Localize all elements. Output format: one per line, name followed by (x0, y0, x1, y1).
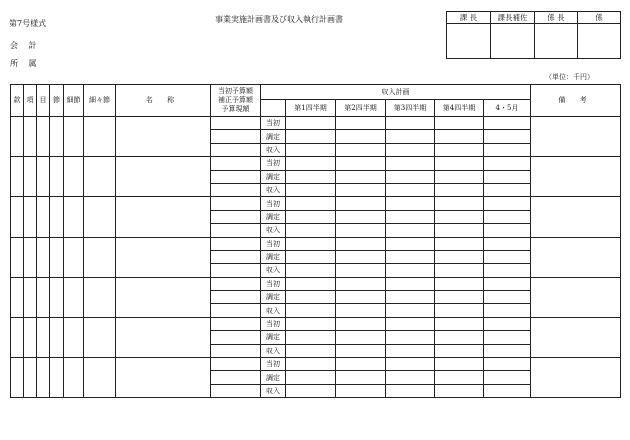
q1-cell[interactable] (286, 250, 336, 263)
q2-cell[interactable] (336, 117, 386, 130)
header-saisetsu: 細節 (64, 85, 84, 117)
q2-cell[interactable] (336, 170, 386, 183)
budget-amount-cell[interactable] (211, 157, 261, 170)
saisaisetsu-cell[interactable] (84, 317, 116, 357)
apr-may-cell[interactable] (484, 250, 531, 263)
kan-cell[interactable] (11, 197, 24, 237)
q2-cell[interactable] (336, 130, 386, 143)
budget-amount-cell[interactable] (211, 264, 261, 277)
q1-cell[interactable] (286, 143, 336, 156)
q1-cell[interactable] (286, 291, 336, 304)
kou-cell[interactable] (24, 237, 37, 277)
q4-cell[interactable] (435, 157, 484, 170)
q2-cell[interactable] (336, 317, 386, 330)
apr-may-cell[interactable] (484, 197, 531, 210)
row-type-label: 当初 (261, 317, 286, 330)
table-row (11, 237, 621, 250)
saisaisetsu-cell[interactable] (84, 277, 116, 317)
budget-amount-cell[interactable] (211, 143, 261, 156)
budget-amount-cell[interactable] (211, 224, 261, 237)
q2-cell[interactable] (336, 237, 386, 250)
budget-amount-cell[interactable] (211, 344, 261, 357)
row-type-label: 調定 (261, 170, 286, 183)
q3-cell[interactable] (386, 344, 435, 357)
q1-cell[interactable] (286, 157, 336, 170)
approval-stamp-cell[interactable] (535, 24, 578, 59)
q1-cell[interactable] (286, 277, 336, 290)
q2-cell[interactable] (336, 344, 386, 357)
table-row (11, 117, 621, 130)
remarks-cell[interactable] (531, 358, 621, 398)
q1-cell[interactable] (286, 371, 336, 384)
header-budget-initial: 当初予算額 (218, 87, 253, 95)
row-type-label: 当初 (261, 197, 286, 210)
q1-cell[interactable] (286, 210, 336, 223)
header-q1: 第1四半期 (286, 100, 336, 117)
q3-cell[interactable] (386, 384, 435, 397)
row-type-label: 当初 (261, 157, 286, 170)
saisaisetsu-cell[interactable] (84, 117, 116, 157)
q4-cell[interactable] (435, 371, 484, 384)
remarks-cell[interactable] (531, 317, 621, 357)
name-cell[interactable] (116, 277, 211, 317)
q3-cell[interactable] (386, 197, 435, 210)
q3-cell[interactable] (386, 304, 435, 317)
q2-cell[interactable] (336, 224, 386, 237)
q4-cell[interactable] (435, 344, 484, 357)
budget-amount-cell[interactable] (211, 331, 261, 344)
q3-cell[interactable] (386, 331, 435, 344)
apr-may-cell[interactable] (484, 117, 531, 130)
moku-cell[interactable] (37, 117, 50, 157)
budget-amount-cell[interactable] (211, 358, 261, 371)
budget-amount-cell[interactable] (211, 304, 261, 317)
q4-cell[interactable] (435, 264, 484, 277)
header-apr-may: 4・5月 (484, 100, 531, 117)
budget-amount-cell[interactable] (211, 237, 261, 250)
q3-cell[interactable] (386, 157, 435, 170)
q1-cell[interactable] (286, 237, 336, 250)
apr-may-cell[interactable] (484, 224, 531, 237)
remarks-cell[interactable] (531, 117, 621, 157)
apr-may-cell[interactable] (484, 331, 531, 344)
remarks-cell[interactable] (531, 197, 621, 237)
q2-cell[interactable] (336, 304, 386, 317)
q1-cell[interactable] (286, 130, 336, 143)
table-row (11, 317, 621, 330)
q1-cell[interactable] (286, 331, 336, 344)
kan-cell[interactable] (11, 237, 24, 277)
saisaisetsu-cell[interactable] (84, 237, 116, 277)
apr-may-cell[interactable] (484, 317, 531, 330)
q2-cell[interactable] (336, 264, 386, 277)
budget-amount-cell[interactable] (211, 371, 261, 384)
kou-cell[interactable] (24, 277, 37, 317)
row-type-label: 調定 (261, 210, 286, 223)
apr-may-cell[interactable] (484, 210, 531, 223)
q3-cell[interactable] (386, 117, 435, 130)
q1-cell[interactable] (286, 304, 336, 317)
header-name: 名 称 (116, 85, 211, 117)
approval-header-kacho: 課 長 (447, 12, 491, 24)
row-type-label: 収入 (261, 384, 286, 397)
approval-stamp-table (446, 11, 621, 59)
table-row (11, 358, 621, 371)
setsu-cell[interactable] (50, 277, 64, 317)
apr-may-cell[interactable] (484, 344, 531, 357)
q1-cell[interactable] (286, 197, 336, 210)
q3-cell[interactable] (386, 291, 435, 304)
header-blank (261, 100, 286, 117)
budget-amount-cell[interactable] (211, 277, 261, 290)
q2-cell[interactable] (336, 358, 386, 371)
q1-cell[interactable] (286, 224, 336, 237)
q4-cell[interactable] (435, 210, 484, 223)
plan-table-body (11, 117, 621, 398)
q3-cell[interactable] (386, 317, 435, 330)
kou-cell[interactable] (24, 157, 37, 197)
q1-cell[interactable] (286, 117, 336, 130)
table-row (11, 277, 621, 290)
budget-amount-cell[interactable] (211, 130, 261, 143)
q1-cell[interactable] (286, 170, 336, 183)
kan-cell[interactable] (11, 358, 24, 398)
header-kan: 款 (11, 85, 24, 117)
budget-amount-cell[interactable] (211, 197, 261, 210)
budget-amount-cell[interactable] (211, 170, 261, 183)
name-cell[interactable] (116, 237, 211, 277)
budget-amount-cell[interactable] (211, 183, 261, 196)
shozoku-label: 所 属 (10, 59, 41, 68)
q4-cell[interactable] (435, 277, 484, 290)
q4-cell[interactable] (435, 250, 484, 263)
row-type-label: 収入 (261, 143, 286, 156)
q4-cell[interactable] (435, 197, 484, 210)
approval-header-kakari: 係 (578, 12, 621, 24)
row-type-label: 調定 (261, 250, 286, 263)
header-budget-revised: 補正予算額 (218, 96, 253, 104)
apr-may-cell[interactable] (484, 170, 531, 183)
budget-amount-cell[interactable] (211, 384, 261, 397)
setsu-cell[interactable] (50, 237, 64, 277)
q4-cell[interactable] (435, 183, 484, 196)
q4-cell[interactable] (435, 130, 484, 143)
moku-cell[interactable] (37, 317, 50, 357)
q4-cell[interactable] (435, 117, 484, 130)
q3-cell[interactable] (386, 170, 435, 183)
setsu-cell[interactable] (50, 197, 64, 237)
saisaisetsu-cell[interactable] (84, 157, 116, 197)
q3-cell[interactable] (386, 130, 435, 143)
kou-cell[interactable] (24, 358, 37, 398)
name-cell[interactable] (116, 157, 211, 197)
kou-cell[interactable] (24, 317, 37, 357)
q1-cell[interactable] (286, 264, 336, 277)
budget-amount-cell[interactable] (211, 317, 261, 330)
q3-cell[interactable] (386, 358, 435, 371)
q2-cell[interactable] (336, 210, 386, 223)
row-type-label: 調定 (261, 331, 286, 344)
kou-cell[interactable] (24, 197, 37, 237)
row-type-label: 収入 (261, 344, 286, 357)
apr-may-cell[interactable] (484, 384, 531, 397)
kou-cell[interactable] (24, 117, 37, 157)
q1-cell[interactable] (286, 183, 336, 196)
moku-cell[interactable] (37, 277, 50, 317)
approval-header-kacho-hosa: 課長補佐 (491, 12, 535, 24)
saisetsu-cell[interactable] (64, 117, 84, 157)
header-q4: 第4四半期 (435, 100, 484, 117)
header-kou: 項 (24, 85, 37, 117)
kan-cell[interactable] (11, 117, 24, 157)
header-setsu: 節 (50, 85, 64, 117)
header-budget (211, 85, 261, 117)
q1-cell[interactable] (286, 358, 336, 371)
setsu-cell[interactable] (50, 317, 64, 357)
setsu-cell[interactable] (50, 117, 64, 157)
kaikei-label: 会 計 (10, 41, 41, 50)
unit-label: （単位：千円） (545, 73, 594, 81)
q4-cell[interactable] (435, 331, 484, 344)
apr-may-cell[interactable] (484, 304, 531, 317)
moku-cell[interactable] (37, 237, 50, 277)
apr-may-cell[interactable] (484, 264, 531, 277)
saisetsu-cell[interactable] (64, 157, 84, 197)
q4-cell[interactable] (435, 291, 484, 304)
moku-cell[interactable] (37, 197, 50, 237)
row-type-label: 収入 (261, 264, 286, 277)
saisetsu-cell[interactable] (64, 237, 84, 277)
name-cell[interactable] (116, 197, 211, 237)
apr-may-cell[interactable] (484, 130, 531, 143)
row-type-label: 当初 (261, 277, 286, 290)
q2-cell[interactable] (336, 183, 386, 196)
q3-cell[interactable] (386, 143, 435, 156)
q2-cell[interactable] (336, 157, 386, 170)
q2-cell[interactable] (336, 384, 386, 397)
row-type-label: 収入 (261, 304, 286, 317)
header-moku: 目 (37, 85, 50, 117)
budget-amount-cell[interactable] (211, 291, 261, 304)
q2-cell[interactable] (336, 197, 386, 210)
name-cell[interactable] (116, 117, 211, 157)
q3-cell[interactable] (386, 237, 435, 250)
saisetsu-cell[interactable] (64, 197, 84, 237)
form-number: 第7号様式 (9, 19, 47, 28)
approval-stamp-cell[interactable] (447, 24, 491, 59)
q4-cell[interactable] (435, 358, 484, 371)
budget-amount-cell[interactable] (211, 117, 261, 130)
apr-may-cell[interactable] (484, 157, 531, 170)
q4-cell[interactable] (435, 317, 484, 330)
q2-cell[interactable] (336, 143, 386, 156)
row-type-label: 当初 (261, 237, 286, 250)
budget-amount-cell[interactable] (211, 210, 261, 223)
q3-cell[interactable] (386, 250, 435, 263)
name-cell[interactable] (116, 358, 211, 398)
header-q3: 第3四半期 (386, 100, 435, 117)
q4-cell[interactable] (435, 237, 484, 250)
kan-cell[interactable] (11, 317, 24, 357)
approval-stamp-cell[interactable] (491, 24, 535, 59)
saisaisetsu-cell[interactable] (84, 197, 116, 237)
q4-cell[interactable] (435, 224, 484, 237)
q3-cell[interactable] (386, 371, 435, 384)
q2-cell[interactable] (336, 277, 386, 290)
moku-cell[interactable] (37, 157, 50, 197)
name-cell[interactable] (116, 317, 211, 357)
row-type-label: 当初 (261, 117, 286, 130)
q3-cell[interactable] (386, 264, 435, 277)
row-type-label: 当初 (261, 358, 286, 371)
budget-amount-cell[interactable] (211, 250, 261, 263)
saisetsu-cell[interactable] (64, 277, 84, 317)
apr-may-cell[interactable] (484, 358, 531, 371)
apr-may-cell[interactable] (484, 143, 531, 156)
q1-cell[interactable] (286, 384, 336, 397)
q1-cell[interactable] (286, 344, 336, 357)
setsu-cell[interactable] (50, 358, 64, 398)
row-type-label: 調定 (261, 291, 286, 304)
remarks-cell[interactable] (531, 237, 621, 277)
header-saisaisetsu: 細々節 (84, 85, 116, 117)
approval-header-kakaricho: 係 長 (535, 12, 578, 24)
kan-cell[interactable] (11, 157, 24, 197)
header-q2: 第2四半期 (336, 100, 386, 117)
q3-cell[interactable] (386, 277, 435, 290)
apr-may-cell[interactable] (484, 291, 531, 304)
apr-may-cell[interactable] (484, 237, 531, 250)
apr-may-cell[interactable] (484, 183, 531, 196)
q4-cell[interactable] (435, 170, 484, 183)
moku-cell[interactable] (37, 358, 50, 398)
header-budget-current: 予算現額 (221, 105, 250, 113)
saisetsu-cell[interactable] (64, 317, 84, 357)
q2-cell[interactable] (336, 331, 386, 344)
remarks-cell[interactable] (531, 277, 621, 317)
table-row (11, 197, 621, 210)
header-income-plan: 収入計画 (261, 85, 531, 100)
q3-cell[interactable] (386, 210, 435, 223)
kan-cell[interactable] (11, 277, 24, 317)
q2-cell[interactable] (336, 371, 386, 384)
plan-table (10, 84, 621, 398)
q4-cell[interactable] (435, 384, 484, 397)
approval-stamp-cell[interactable] (578, 24, 621, 59)
row-type-label: 収入 (261, 183, 286, 196)
row-type-label: 調定 (261, 130, 286, 143)
q2-cell[interactable] (336, 250, 386, 263)
document-title: 事業実施計画書及び収入執行計画書 (215, 15, 343, 24)
apr-may-cell[interactable] (484, 371, 531, 384)
row-type-label: 収入 (261, 224, 286, 237)
header-remarks: 備 考 (531, 85, 621, 117)
remarks-cell[interactable] (531, 157, 621, 197)
q3-cell[interactable] (386, 224, 435, 237)
q4-cell[interactable] (435, 143, 484, 156)
saisetsu-cell[interactable] (64, 358, 84, 398)
q1-cell[interactable] (286, 317, 336, 330)
q2-cell[interactable] (336, 291, 386, 304)
table-row (11, 157, 621, 170)
setsu-cell[interactable] (50, 157, 64, 197)
saisaisetsu-cell[interactable] (84, 358, 116, 398)
apr-may-cell[interactable] (484, 277, 531, 290)
q3-cell[interactable] (386, 183, 435, 196)
q4-cell[interactable] (435, 304, 484, 317)
row-type-label: 調定 (261, 371, 286, 384)
